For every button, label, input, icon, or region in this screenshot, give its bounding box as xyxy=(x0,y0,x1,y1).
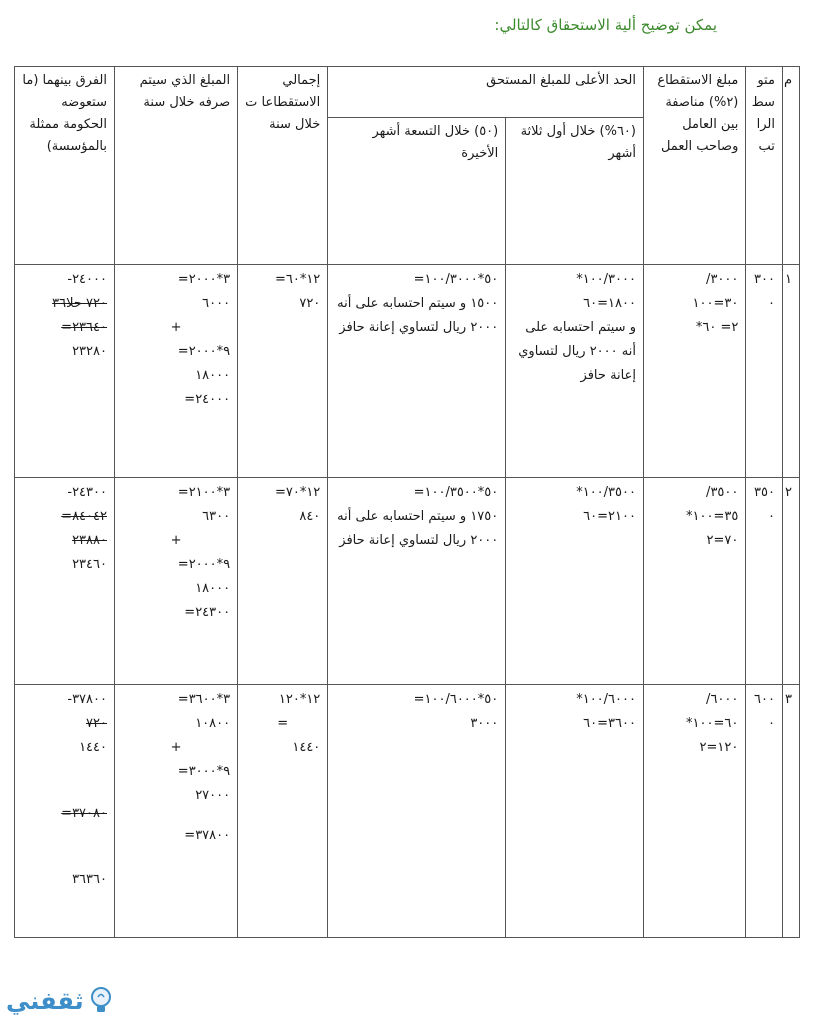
cell-line: + xyxy=(170,740,182,755)
cell-line: ١٧٥٠ و سيتم احتسابه على أنه ٢٠٠٠ ريال لتساوي إعانة حافز xyxy=(337,509,499,548)
cell-line: ١٨٠٠=٦٠ xyxy=(583,296,636,311)
cell-line: ٧٢٠ xyxy=(86,716,107,731)
cell-line: *١٠٠/٣٠٠٠ xyxy=(576,272,636,287)
cell-line: =٢٤٠٠٠ xyxy=(184,392,231,407)
cell-amount-spent xyxy=(115,478,238,685)
cell-line: ٧٠=٢ xyxy=(706,533,739,548)
cell-line: ٣٠٠٠ xyxy=(470,716,499,731)
cell-line: *٣٥=١٠٠ xyxy=(686,509,739,524)
cell-deduction xyxy=(643,685,745,938)
cell-avg-salary: ٦٠٠ ٠ xyxy=(746,685,783,938)
cell-line: *٦٠=١٠٠ xyxy=(686,716,739,731)
cell-m: ٢ xyxy=(782,478,799,685)
cell-line: ٧٢٠ xyxy=(299,296,321,311)
cell-line: =٨٤٠٤٢ xyxy=(61,509,107,524)
cell-line: =٣*٢١٠٠ xyxy=(177,485,231,500)
cell-difference xyxy=(15,478,115,685)
cell-line: =٥٠*١٠٠/٦٠٠٠ xyxy=(413,692,499,707)
cell-line: -٣٧٨٠٠ xyxy=(67,692,107,707)
cell-line: -٢٤٠٠٠ xyxy=(67,272,107,287)
cell-total-deductions xyxy=(238,265,328,478)
cell-line: و سيتم احتسابه على أنه ٢٠٠٠ ريال لتساوي إعانة حافز xyxy=(518,320,636,383)
cell-avg-salary: ٣٥٠ ٠ xyxy=(746,478,783,685)
cell-line: ٢٣٢٨٠ xyxy=(72,344,107,359)
cell-line: ١٢٠=٢ xyxy=(699,740,739,755)
header-difference: الفرق بينهما (ما ستعوضه الحكومة ممثلة بالمؤسسة) xyxy=(15,67,115,265)
cell-line: =٩*٢٠٠٠ xyxy=(177,557,231,572)
cell-line: -٢٤٣٠٠ xyxy=(67,485,107,500)
cell-line: =١٢*٧٠ xyxy=(274,485,321,500)
cell-avg-salary: ٣٠٠ ٠ xyxy=(746,265,783,478)
cell-line: /٣٠٠٠ xyxy=(706,272,739,287)
logo-text: ثقفني xyxy=(6,987,84,1015)
cell-line: = xyxy=(277,716,289,731)
header-first-three-months: (٦٠%) خلال أول ثلاثة أشهر xyxy=(506,118,644,265)
cell-line: ٢٣٤٦٠ xyxy=(72,557,107,572)
cell-line: ٨٤٠ xyxy=(299,509,321,524)
cell-line: + xyxy=(170,533,182,548)
cell-line: *١٠٠/٣٥٠٠ xyxy=(576,485,636,500)
cell-line: ٣٦٠٠=٦٠ xyxy=(583,716,636,731)
cell-m: ٣ xyxy=(782,685,799,938)
cell-first-three-months xyxy=(506,478,644,685)
cell-amount-spent xyxy=(115,685,238,938)
header-total-deductions: إجمالي الاستقطاعا ت خلال سنة xyxy=(238,67,328,265)
cell-line: ٦٣٠٠ xyxy=(202,509,231,524)
cell-line: ٦٠٠٠ xyxy=(202,296,231,311)
header-amount-spent: المبلغ الذي سيتم صرفه خلال سنة xyxy=(115,67,238,265)
cell-line: ٣٦٣٦٠ xyxy=(72,872,107,887)
cell-line: =٣٧٨٠٠ xyxy=(184,828,231,843)
cell-line: =٥٠*١٠٠/٣٠٠٠ xyxy=(413,272,499,287)
cell-line: =٩*٣٠٠٠ xyxy=(177,764,231,779)
cell-line: ١٤٤٠ xyxy=(79,740,107,755)
table-header-row xyxy=(15,67,800,118)
cell-line: /٣٥٠٠ xyxy=(706,485,739,500)
cell-deduction xyxy=(643,265,745,478)
cell-line: =٢٤٣٠٠ xyxy=(184,605,231,620)
cell-last-nine-months xyxy=(328,478,506,685)
cell-line: =٥٠*١٠٠/٣٥٠٠ xyxy=(413,485,499,500)
cell-line: =٩*٢٠٠٠ xyxy=(177,344,231,359)
cell-line: *٢= ٦٠ xyxy=(695,320,739,335)
cell-first-three-months xyxy=(506,265,644,478)
cell-line: =٢٣٦٤٠ xyxy=(61,320,107,335)
cell-difference xyxy=(15,265,115,478)
cell-deduction xyxy=(643,478,745,685)
cell-line: ٢٣٨٨٠ xyxy=(72,533,107,548)
cell-line: ٢٧٠٠٠ xyxy=(195,788,231,803)
cell-difference xyxy=(15,685,115,938)
lightbulb-icon xyxy=(88,986,114,1016)
cell-last-nine-months xyxy=(328,265,506,478)
cell-last-nine-months xyxy=(328,685,506,938)
cell-line: ١٨٠٠٠ xyxy=(195,368,231,383)
cell-line: ١٤٤٠ xyxy=(292,740,321,755)
cell-line: =١٢*٦٠ xyxy=(274,272,321,287)
cell-line: ١٠٨٠٠ xyxy=(195,716,231,731)
header-m: م xyxy=(782,67,799,265)
header-last-nine-months: (٥٠) خلال التسعة أشهر الأخيرة xyxy=(328,118,506,265)
cell-line: =٣٧٠٨٠ xyxy=(61,806,107,821)
cell-line: + xyxy=(170,320,182,335)
cell-amount-spent xyxy=(115,265,238,478)
table-row xyxy=(15,265,800,478)
cell-line: =٣*٣٦٠٠ xyxy=(177,692,231,707)
header-avg-salary: متو سط الرا تب xyxy=(746,67,783,265)
cell-line: ٣٠=١٠٠ xyxy=(692,296,739,311)
cell-m: ١ xyxy=(782,265,799,478)
header-max-due: الحد الأعلى للمبلغ المستحق xyxy=(328,67,644,118)
intro-text: يمكن توضيح ألية الاستحقاق كالتالي: xyxy=(494,16,717,34)
cell-line: *١٠٠/٦٠٠٠ xyxy=(576,692,636,707)
entitlement-table xyxy=(14,66,800,938)
site-logo xyxy=(6,986,114,1016)
cell-line: ١٨٠٠٠ xyxy=(195,581,231,596)
cell-total-deductions xyxy=(238,478,328,685)
cell-line: ٢١٠٠=٦٠ xyxy=(583,509,636,524)
cell-total-deductions xyxy=(238,685,328,938)
cell-line: ١٥٠٠ و سيتم احتسابه على أنه ٢٠٠٠ ريال لتساوي إعانة حافز xyxy=(337,296,499,335)
table-row xyxy=(15,685,800,938)
cell-line: =٣*٢٠٠٠ xyxy=(177,272,231,287)
cell-first-three-months xyxy=(506,685,644,938)
cell-line: /٦٠٠٠ xyxy=(706,692,739,707)
cell-line: ٧٢٠ حلا٣٦ xyxy=(52,296,107,311)
cell-line: ١٢*١٢٠ xyxy=(278,692,321,707)
header-deduction: مبلغ الاستقطاع (٢%) مناصفة بين العامل وصاحب العمل xyxy=(643,67,745,265)
table-row xyxy=(15,478,800,685)
